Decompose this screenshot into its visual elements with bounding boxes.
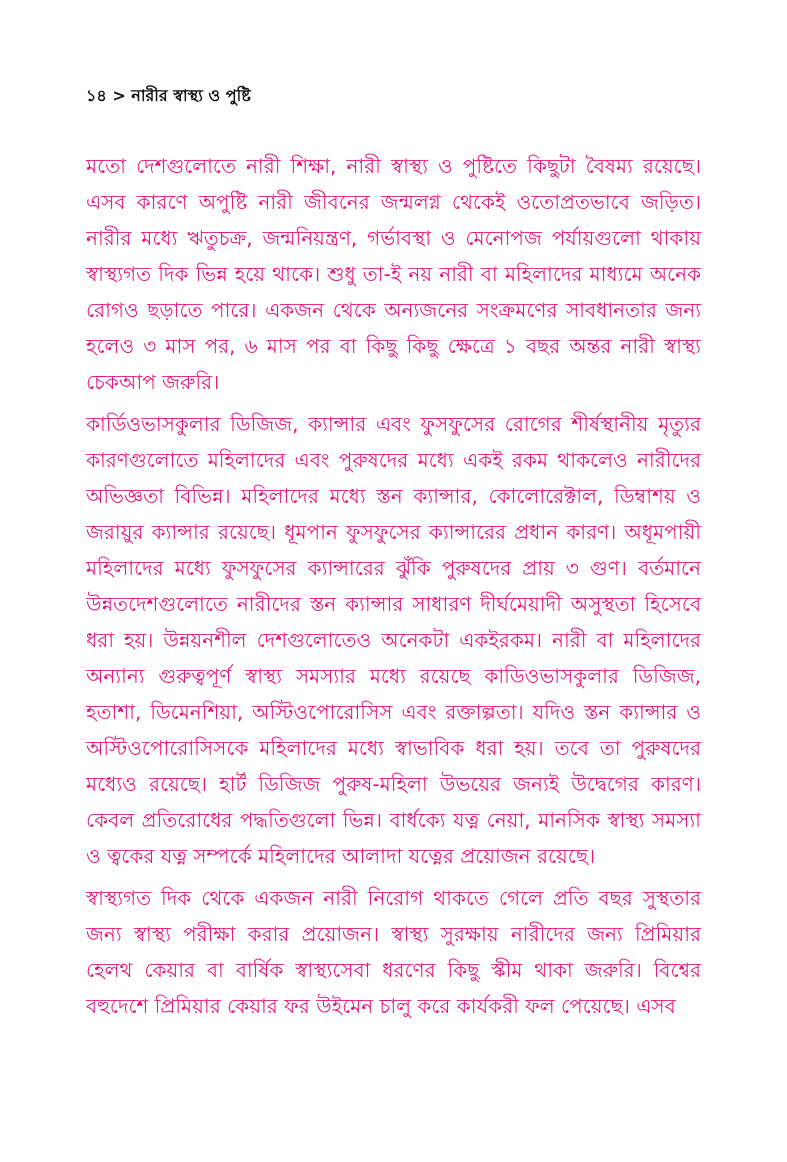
running-header: ১৪ > নারীর স্বাস্থ্য ও পুষ্টি [86,86,251,105]
paragraph-2: কার্ডিওভাসকুলার ডিজিজ, ক্যান্সার এবং ফুসফুসের রোগের শীর্ষস্থানীয় মৃত্যুর কারণগুলোতে মহিলাদের এবং পুরুষদের মধ্যে একই রকম থাকলেও নারীদের অভিজ্ঞতা বিভিন্ন। মহিলাদের মধ্যে স্তন ক্যান্সার, কোলোরেক্টাল, ডিম্বাশয় ও জরায়ুর ক্যান্সার রয়েছে। ধূমপান ফুসফুসের ক্যান্সারের প্রধান কারণ। অধূমপায়ী মহিলাদের মধ্যে ফুসফুসের ক্যান্সারের ঝুঁকি পুরুষদের প্রায় ৩ গুণ। বর্তমানে উন্নতদেশগুলোতে নারীদের স্তন ক্যান্সার সাধারণ দীর্ঘমেয়াদী অসুস্থতা হিসেবে ধরা হয়। উন্নয়নশীল দেশগুলোতেও অনেকটা একইরকম। নারী বা মহিলাদের অন্যান্য গুরুত্বপূর্ণ স্বাস্থ্য সমস্যার মধ্যে রয়েছে কাডিওভাসকুলার ডিজিজ, হতাশা, ডিমেনশিয়া, অস্টিওপোরোসিস এবং রক্তাল্পতা। যদিও স্তন ক্যান্সার ও অস্টিওপোরোসিসকে মহিলাদের মধ্যে স্বাভাবিক ধরা হয়। তবে তা পুরুষদের মধ্যেও রয়েছে। হার্ট ডিজিজ পুরুষ-মহিলা উভয়ের জন্যই উদ্বেগের কারণ। কেবল প্রতিরোধের পদ্ধতিগুলো ভিন্ন। বার্ধক্যে যত্ন নেয়া, মানসিক স্বাস্থ্য সমস্যা ও ত্বকের যত্ন সম্পর্কে মহিলাদের আলাদা যত্নের প্রয়োজন রয়েছে। [86,412,701,868]
paragraph-3: স্বাস্থ্যগত দিক থেকে একজন নারী নিরোগ থাকতে গেলে প্রতি বছর সুস্থতার জন্য স্বাস্থ্য পরীক্ষা করার প্রয়োজন। স্বাস্থ্য সুরক্ষায় নারীদের জন্য প্রিমিয়ার হেলথ কেয়ার বা বার্ষিক স্বাস্থ্যসেবা ধরণের কিছু স্কীম থাকা জরুরি। বিশ্বের বহুদেশে প্রিমিয়ার কেয়ার ফর উইমেন চালু করে কার্যকরী ফল পেয়েছে। এসব [86,886,701,1018]
paragraph-1: মতো দেশগুলোতে নারী শিক্ষা, নারী স্বাস্থ্য ও পুষ্টিতে কিছুটা বৈষম্য রয়েছে। এসব কারণে অপুষ্টি নারী জীবনের জন্মলগ্ন থেকেই ওতোপ্রতভাবে জড়িত। নারীর মধ্যে ঋতুচক্র, জন্মনিয়ন্ত্রণ, গর্ভাবস্থা ও মেনোপজ পর্যায়গুলো থাকায় স্বাস্থ্যগত দিক ভিন্ন হয়ে থাকে। শুধু তা-ই নয় নারী বা মহিলাদের মাধ্যমে অনেক রোগও ছড়াতে পারে। একজন থেকে অন্যজনের সংক্রমণের সাবধানতার জন্য হলেও ৩ মাস পর, ৬ মাস পর বা কিছু কিছু ক্ষেত্রে ১ বছর অন্তর নারী স্বাস্থ্য চেকআপ জরুরি। [86,154,701,394]
